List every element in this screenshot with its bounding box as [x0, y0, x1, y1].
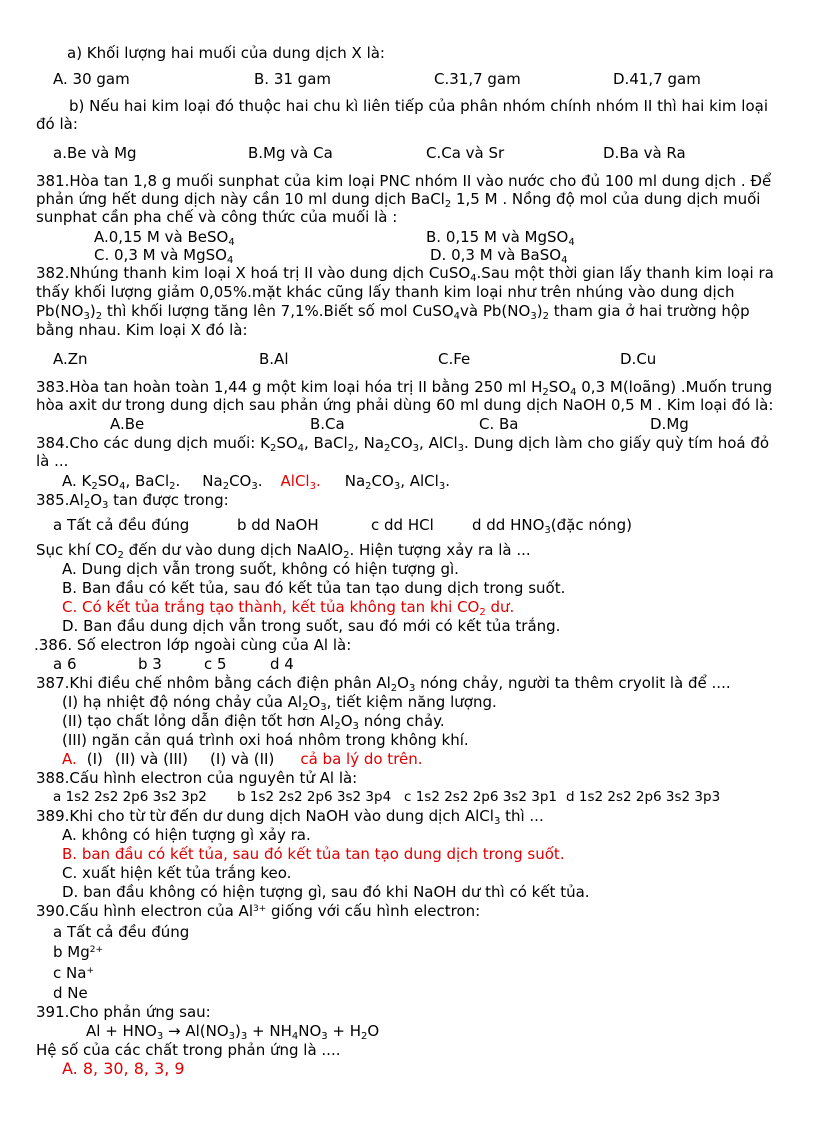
- question-385-option-b: b dd NaOH: [237, 516, 319, 534]
- question-387-item-2: (II) tạo chất lỏng dẫn điện tốt hơn $Al_2O_3$ nóng chảy.: [62, 712, 445, 732]
- question-387-answer: cả ba lý do trên.: [300, 750, 423, 768]
- question-388-option-b: b 1s2 2s2 2p6 3s2 3p4: [237, 789, 392, 805]
- question-383-option-a: A.Be: [110, 415, 145, 433]
- question-387-item-3: (III) ngăn cản quá trình oxi hoá nhôm trong không khí.: [62, 731, 469, 749]
- question-388-option-a: a 1s2 2s2 2p6 3s2 3p2: [53, 789, 207, 805]
- question-382-option-b: B.Al: [259, 350, 289, 368]
- question-385-line1: $385.Al_2O_3$ tan được trong:: [36, 491, 229, 511]
- question-387-option-marker: A.: [62, 750, 77, 768]
- question-384-options: [62, 472, 450, 490]
- question-383-option-c: C. Ba: [479, 415, 519, 433]
- question-a-option-a: A. 30 gam: [53, 70, 130, 88]
- question-390-option-d: d Ne: [53, 984, 88, 1002]
- question-382-option-a: A.Zn: [53, 350, 88, 368]
- question-381-line2: phản ứng hết dung dịch này cần 10 ml dung dịch BaCl$_2$ 1,5 M . Nồng độ mol của dung dịch muối: [36, 190, 761, 210]
- question-385-option-c: c dd HCl: [371, 516, 434, 534]
- question-386-line1: .386. Số electron lớp ngoài cùng của Al là:: [34, 636, 352, 654]
- question-386-option-a: a 6: [53, 655, 77, 673]
- question-391-line1: 391.Cho phản ứng sau:: [36, 1003, 211, 1021]
- question-383-option-b: B.Ca: [310, 415, 345, 433]
- question-389-option-a: A. không có hiện tượng gì xảy ra.: [62, 826, 311, 844]
- question-382-option-c: C.Fe: [438, 350, 471, 368]
- question-384-option-d: $Na_2CO_3$, AlCl$_3$.: [344, 472, 450, 492]
- question-390-option-c: c Na+: [53, 964, 94, 982]
- question-391-equation: $Al + HNO_3 \to Al(NO_3)_3 + NH_4NO_3 + H_2O$: [86, 1022, 380, 1042]
- question-390-option-b: b $Mg^{2+}$: [53, 943, 104, 961]
- question-385-option-a: a Tất cả đều đúng: [53, 516, 190, 534]
- question-387-item-1: (I) hạ nhiệt độ nóng chảy của $Al_2O_3$, tiết kiệm năng lượng.: [62, 693, 497, 713]
- question-381-line3: sunphat cần pha chế và công thức của muối là :: [36, 208, 398, 226]
- question-a-option-d: D.41,7 gam: [613, 70, 701, 88]
- question-389-option-d: D. ban đầu không có hiện tượng gì, sau đó khi NaOH dư thì có kết tủa.: [62, 883, 590, 901]
- question-381-option-d: D. 0,3 M và BaSO$_4$: [430, 246, 568, 266]
- question-388-option-c: c 1s2 2s2 2p6 3s2 3p1: [404, 789, 558, 805]
- question-389-option-b: B. ban đầu có kết tủa, sau đó kết tủa tan tạo dung dịch trong suốt.: [62, 845, 565, 863]
- question-381-option-c: C. 0,3 M và MgSO$_4$: [94, 246, 234, 266]
- question-386-option-c: c 5: [204, 655, 227, 673]
- question-co2-option-b: B. Ban đầu có kết tủa, sau đó kết tủa tan tạo dung dịch trong suốt.: [62, 579, 566, 597]
- question-co2-option-c: C. Có kết tủa trắng tạo thành, kết tủa không tan khi $CO_2$ dư.: [62, 598, 515, 618]
- question-386-option-d: d 4: [270, 655, 294, 673]
- question-388-line1: 388.Cấu hình electron của nguyên tử Al là:: [36, 769, 358, 787]
- question-382-line4: bằng nhau. Kim loại X đó là:: [36, 321, 248, 339]
- question-a-text: a) Khối lượng hai muối của dung dịch X là:: [67, 44, 385, 62]
- question-382-line2: thấy khối lượng giảm 0,05%.mặt khác cũng lấy thanh kim loại như trên nhúng vào dung dịch: [36, 283, 735, 301]
- question-382-line1: 382.Nhúng thanh kim loại X hoá trị II vào dung dịch CuSO$_4$.Sau một thời gian lấy thanh kim loại ra: [36, 264, 774, 284]
- question-b-option-d: D.Ba và Ra: [603, 144, 686, 162]
- question-co2-option-d: D. Ban đầu dung dịch vẫn trong suốt, sau đó mới có kết tủa trắng.: [62, 617, 561, 635]
- question-384-line2: là ...: [36, 452, 69, 470]
- question-389-line1: 389.Khi cho từ từ đến dư dung dịch NaOH vào dung dịch AlCl$_3$ thì ...: [36, 807, 544, 827]
- question-381-option-b: B. 0,15 M và MgSO$_4$: [426, 228, 575, 248]
- question-b-option-b: B.Mg và Ca: [248, 144, 333, 162]
- question-384-option-a: A. $K_2SO_4$, BaCl$_2$.: [62, 472, 181, 492]
- question-387-line1: 387.Khi điều chế nhôm bằng cách điện phân $Al_2O_3$ nóng chảy, người ta thêm cryolit là để ....: [36, 674, 731, 694]
- question-387-option-1: (I): [86, 750, 103, 768]
- question-385-option-d: d dd $HNO_3(đặc$ nóng): [472, 516, 632, 536]
- question-386-option-b: b 3: [138, 655, 162, 673]
- question-b-text-cont: đó là:: [36, 115, 78, 133]
- question-384-option-c: AlCl$_3$.: [280, 472, 321, 492]
- question-387-options: [62, 750, 423, 768]
- question-381-option-a: A.0,15 M và BeSO$_4$: [94, 228, 235, 248]
- question-381-line1: 381.Hòa tan 1,8 g muối sunphat của kim loại PNC nhóm II vào nước cho đủ 100 ml dung dịch . Để: [36, 172, 772, 190]
- question-390-option-a: a Tất cả đều đúng: [53, 923, 190, 941]
- question-a-option-c: C.31,7 gam: [434, 70, 521, 88]
- question-388-option-d: d 1s2 2s2 2p6 3s2 3p3: [566, 789, 721, 805]
- question-383-line1: 383.Hòa tan hoàn toàn 1,44 g một kim loại hóa trị II bằng 250 ml $H_2SO_4$ 0,3 M(loãng) .Muốn trung: [36, 378, 773, 398]
- question-b-option-c: C.Ca và Sr: [426, 144, 505, 162]
- question-co2-option-a: A. Dung dịch vẫn trong suốt, không có hiện tượng gì.: [62, 560, 459, 578]
- question-390-line1: 390.Cấu hình electron của $Al^{3+}$ giống với cấu hình electron:: [36, 902, 481, 920]
- question-b-text: b) Nếu hai kim loại đó thuộc hai chu kì liên tiếp của phân nhóm chính nhóm II thì hai kim loại: [69, 97, 769, 115]
- question-co2-line1: Sục khí $CO_2$ đến dư vào dung dịch NaAlO$_2$. Hiện tượng xảy ra là ...: [36, 541, 531, 561]
- question-382-line3: $Pb(NO_3)_2$ thì khối lượng tăng lên 7,1%.Biết số mol CuSO$_4$và $Pb(NO_3)_2$ tham gia ở hai trường hộp: [36, 302, 750, 322]
- question-387-option-3: (I) và (II): [210, 750, 275, 768]
- question-391-line3: Hệ số của các chất trong phản ứng là ....: [36, 1041, 341, 1059]
- question-383-line2: hòa axit dư trong dung dịch sau phản ứng phải dùng 60 ml dung dịch NaOH 0,5 M . Kim loại đó là:: [36, 396, 774, 414]
- question-b-option-a: a.Be và Mg: [53, 144, 137, 162]
- question-382-option-d: D.Cu: [620, 350, 657, 368]
- question-384-line1: 384.Cho các dung dịch muối: $K_2SO_4$, BaCl$_2$, $Na_2CO_3$, AlCl$_3$. Dung dịch làm cho giấy quỳ tím hoá đỏ: [36, 434, 770, 454]
- question-391-answer: A. 8, 30, 8, 3, 9: [62, 1059, 185, 1078]
- question-a-option-b: B. 31 gam: [254, 70, 332, 88]
- question-387-option-2: (II) và (III): [114, 750, 189, 768]
- question-384-option-b: $Na_2CO_3$.: [202, 472, 263, 492]
- question-383-option-d: D.Mg: [650, 415, 689, 433]
- question-389-option-c: C. xuất hiện kết tủa trắng keo.: [62, 864, 292, 882]
